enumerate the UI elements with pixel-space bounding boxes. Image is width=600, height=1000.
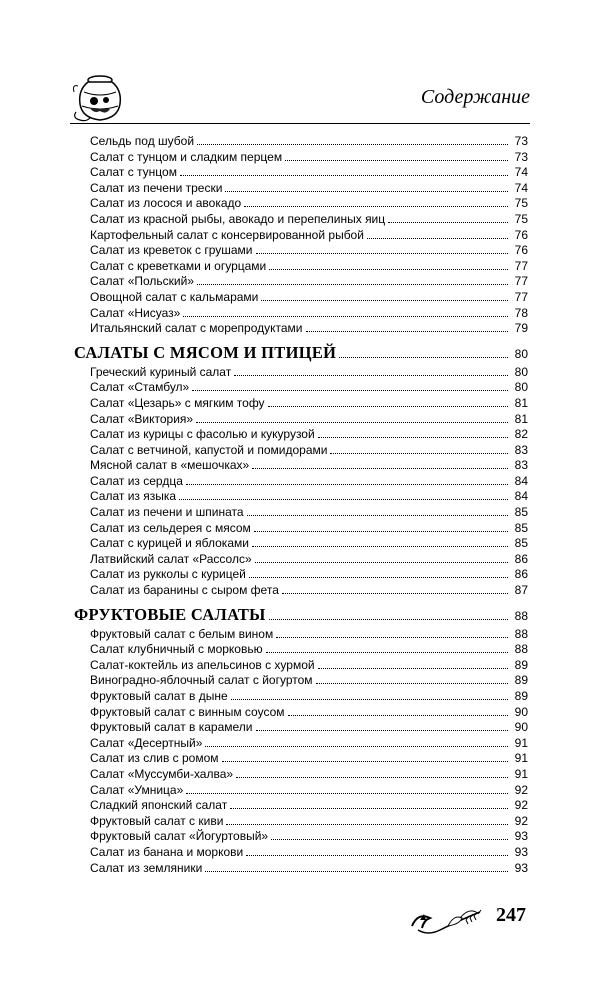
toc-entry[interactable] [74,814,528,830]
toc-entry-label: Сельдь под шубой [90,134,195,148]
page-title: Содержание [420,86,530,108]
toc-page-number: 87 [514,583,528,598]
toc-entry[interactable] [74,259,528,275]
toc-page-number: 89 [514,689,528,703]
toc-entry[interactable] [74,736,528,752]
toc-entry-label: Салат из печени трески [90,180,223,195]
toc-page-number: 73 [514,134,528,148]
dot-leader [244,206,508,207]
toc-section [74,341,528,599]
toc-entry-label: Салат «Виктория» [90,411,194,426]
toc-page-number: 90 [514,704,528,719]
toc-page-number: 88 [514,642,528,657]
dot-leader [269,269,508,270]
toc-entry[interactable] [74,521,528,537]
toc-entry[interactable] [74,505,528,521]
toc-entry-label: Овощной салат с кальмарами [90,289,259,304]
toc-entry-label: Сладкий японский салат [90,798,228,813]
toc-entry-label: Фруктовый салат в дыне [90,689,228,703]
toc-entry[interactable] [74,489,528,505]
toc-entry[interactable] [74,181,528,197]
toc-section-heading[interactable] [74,603,528,627]
toc-page-number: 86 [514,551,528,566]
dot-leader [288,715,508,716]
toc-entry[interactable] [74,583,528,599]
toc-entry-label: Салат с курицей и яблоками [90,536,249,551]
dot-leader [318,668,508,669]
toc-entry[interactable] [74,658,528,674]
toc-entry-label: Виноградно-яблочный салат с йогуртом [90,673,313,688]
toc-entry-label: Салат из земляники [90,860,203,875]
toc-entry-label: Фруктовый салат «Йогуртовый» [90,829,269,844]
toc-entry[interactable] [74,552,528,568]
toc-entry[interactable] [74,396,528,412]
toc-page-number: 76 [514,227,528,242]
toc-entry[interactable] [74,767,528,783]
toc-entry[interactable] [74,829,528,845]
toc-entry-label: Салат с креветками и огурцами [90,258,267,273]
toc-page-number: 80 [514,346,528,361]
toc-page-number: 92 [514,813,528,828]
toc-entry-label: Салат «Стамбул» [90,380,190,395]
dot-leader [367,238,508,239]
toc-page-number: 79 [514,321,528,336]
toc-page-number: 80 [514,364,528,379]
toc-entry-label: Салат из слив с ромом [90,751,219,766]
toc-page-number: 85 [514,536,528,551]
toc-entry[interactable] [74,196,528,212]
toc-entry-label: Салат «Умница» [90,782,184,797]
toc-entry[interactable] [74,212,528,228]
toc-entry[interactable] [74,783,528,799]
dot-leader [236,777,508,778]
toc-heading-label: ФРУКТОВЫЕ САЛАТЫ [74,604,266,624]
dot-leader [247,515,508,516]
toc-entry-label: Картофельный салат с консервированной рыбой [90,227,364,242]
toc-page-number: 89 [514,657,528,672]
toc-page-number: 83 [514,458,528,473]
toc-entry[interactable] [74,228,528,244]
toc-entry-label: Салат «Цезарь» с мягким тофу [90,395,265,410]
toc-entry[interactable] [74,412,528,428]
toc-page-number: 81 [514,411,528,426]
toc-page-number: 73 [514,149,528,164]
toc-entry-label: Салат из рукколы с курицей [90,567,246,582]
dot-leader [180,175,508,176]
dot-leader [330,453,508,454]
header-divider [70,123,530,124]
toc-entry[interactable] [74,627,528,643]
toc-page-number: 83 [514,442,528,457]
toc-entry[interactable] [74,720,528,736]
toc-page-number: 81 [514,395,528,410]
floral-ornament-icon [408,896,492,940]
toc-heading-label: САЛАТЫ С МЯСОМ И ПТИЦЕЙ [74,342,337,362]
toc-page-number: 80 [514,380,528,395]
dot-leader [186,484,508,485]
toc-entry-label: Салат из банана и моркови [90,844,244,859]
toc-page-number: 84 [514,489,528,504]
toc-page-number: 92 [514,782,528,797]
toc-entry[interactable] [74,165,528,181]
toc-section-heading[interactable] [74,341,528,365]
toc-entry-label: Салат с тунцом [90,165,177,180]
dot-leader [271,839,508,840]
dot-leader [268,406,508,407]
dot-leader [231,699,508,700]
toc-entry[interactable] [74,458,528,474]
toc-entry-label: Фруктовый салат с винным соусом [90,704,285,719]
toc-entry-label: Салат из баранины с сыром фета [90,583,279,598]
dot-leader [282,593,508,594]
toc-entry-label: Салат из курицы с фасолью и кукурузой [90,427,315,442]
toc-entry[interactable] [74,365,528,381]
toc-page-number: 76 [514,243,528,258]
dot-leader [205,746,508,747]
toc-entry-label: Фруктовый салат с киви [90,813,224,828]
toc-section [74,603,528,877]
toc-entry-label: Салат из лосося и авокадо [90,196,242,211]
dot-leader [196,422,508,423]
toc-page-number: 91 [514,766,528,781]
toc-page-number: 88 [514,626,528,641]
dot-leader [225,191,508,192]
toc-entry-label: Салат клубничный с морковью [90,642,263,657]
dot-leader [226,824,508,825]
toc-page-number: 93 [514,844,528,859]
toc-entry[interactable] [74,642,528,658]
toc-page-number: 77 [514,289,528,304]
toc-page-number: 86 [514,567,528,582]
toc-entry[interactable] [74,290,528,306]
toc-page-number: 74 [514,165,528,180]
pot-icon [70,72,130,124]
dot-leader [256,730,508,731]
toc-page-number: 75 [514,211,528,226]
toc-page-number: 85 [514,505,528,520]
toc-page-number: 77 [514,274,528,289]
dot-leader [269,619,508,620]
toc-entry[interactable] [74,274,528,290]
toc-entry-label: Итальянский салат с морепродуктами [90,321,303,336]
toc-page-number: 91 [514,751,528,766]
toc-entry-label: Салат из сердца [90,473,183,488]
dot-leader [255,562,508,563]
dot-leader [285,160,508,161]
dot-leader [252,468,508,469]
toc-entry-label: Салат «Польский» [90,274,195,289]
dot-leader [192,390,508,391]
toc-page-number: 82 [514,427,528,442]
toc-page-number: 85 [514,520,528,535]
dot-leader [388,222,508,223]
toc-page-number: 75 [514,196,528,211]
toc-entry-label: Салат с ветчиной, капустой и помидорами [90,442,328,457]
dot-leader [230,808,508,809]
toc-entry[interactable] [74,243,528,259]
toc-entry-label: Салат с тунцом и сладким перцем [90,149,283,164]
dot-leader [249,577,508,578]
toc-entry-label: Латвийский салат «Рассолс» [90,551,252,566]
toc-entry[interactable] [74,751,528,767]
toc-entry-label: Греческий куриный салат [90,364,232,379]
toc-entry-label: Салат-коктейль из апельсинов с хурмой [90,657,315,672]
toc-entry-label: Салат «Муссумби-халва» [90,766,234,781]
dot-leader [266,652,508,653]
toc-entry[interactable] [74,845,528,861]
toc-entry[interactable] [74,567,528,583]
toc-page-number: 88 [514,608,528,623]
dot-leader [318,437,508,438]
toc-entry-label: Салат из печени и шпината [90,505,244,520]
dot-leader [306,331,508,332]
toc-entry[interactable] [74,798,528,814]
toc-section [74,134,528,337]
dot-leader [183,316,508,317]
dot-leader [261,300,508,301]
dot-leader [186,793,508,794]
dot-leader [254,531,508,532]
toc-page-number: 93 [514,829,528,844]
toc-page-number: 84 [514,473,528,488]
dot-leader [339,357,508,358]
toc-page-number: 91 [514,735,528,750]
toc-entry-label: Салат из языка [90,489,177,504]
dot-leader [246,855,508,856]
toc-entry[interactable] [74,321,528,337]
dot-leader [234,375,508,376]
toc-page-number: 92 [514,798,528,813]
toc-entry-label: Фруктовый салат с белым вином [90,626,274,641]
toc-entry[interactable] [74,443,528,459]
toc-entry-label: Салат из красной рыбы, авокадо и перепелиных яиц [90,211,386,226]
dot-leader [222,761,508,762]
toc-entry-label: Салат из креветок с грушами [90,243,253,258]
toc-page-number: 74 [514,180,528,195]
toc-entry[interactable] [74,673,528,689]
toc-entry[interactable] [74,134,528,150]
toc-entry[interactable] [74,474,528,490]
toc-entry-label: Салат из сельдерея с мясом [90,520,251,535]
dot-leader [316,683,508,684]
toc-entry[interactable] [74,427,528,443]
dot-leader [205,871,508,872]
toc-entry-label: Фруктовый салат в карамели [90,720,253,735]
toc-page-number: 78 [514,305,528,320]
toc-entry[interactable] [74,689,528,705]
toc-entry-label: Салат «Десертный» [90,735,203,750]
toc-entry-label: Мясной салат в «мешочках» [90,458,250,473]
toc-page-number: 77 [514,258,528,273]
dot-leader [276,637,508,638]
toc-entry[interactable] [74,150,528,166]
toc-entry[interactable] [74,536,528,552]
toc-page-number: 89 [514,673,528,688]
toc-page-number: 90 [514,720,528,735]
dot-leader [197,284,508,285]
toc-entry[interactable] [74,306,528,322]
toc-entry[interactable] [74,705,528,721]
table-of-contents [74,134,528,880]
toc-page-number: 93 [514,860,528,875]
toc-entry[interactable] [74,861,528,877]
toc-entry-label: Салат «Нисуаз» [90,305,181,320]
dot-leader [179,499,508,500]
dot-leader [197,144,508,145]
dot-leader [252,546,508,547]
dot-leader [256,253,509,254]
page-number: 247 [496,904,526,926]
toc-entry[interactable] [74,380,528,396]
